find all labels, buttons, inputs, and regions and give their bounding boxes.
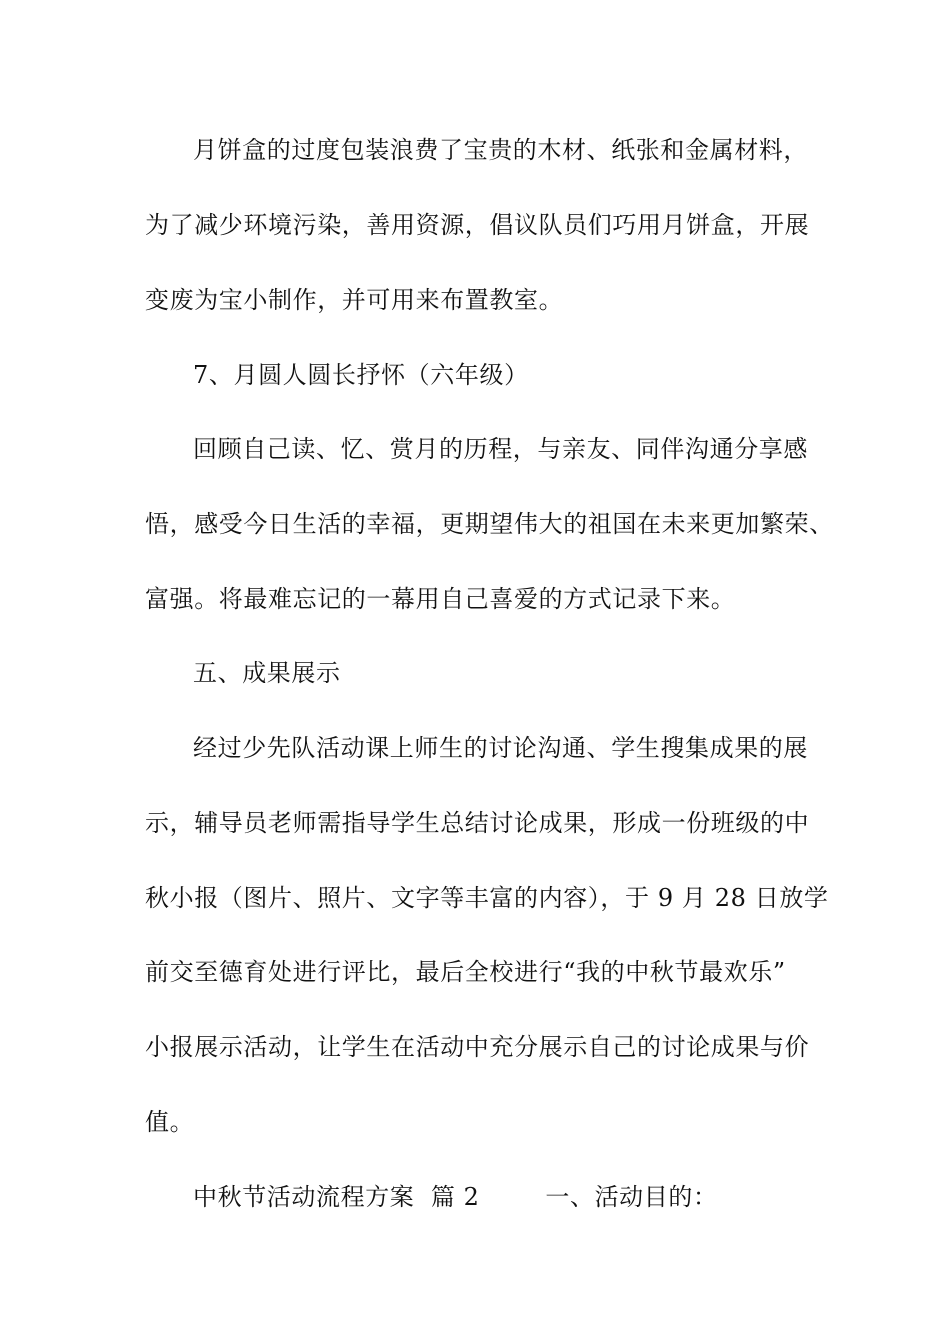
paragraph-line: 值。 [145,1108,195,1136]
paragraph-line: 月饼盒的过度包装浪费了宝贵的木材、纸张和金属材料， [193,136,808,164]
paragraph-line: 前交至德育处进行评比，最后全校进行“我的中秋节最欢乐” [145,958,786,986]
paragraph-line: 富强。将最难忘记的一幕用自己喜爱的方式记录下来。 [145,585,736,613]
paragraph-line: 变废为宝小制作，并可用来布置教室。 [145,286,564,314]
paragraph-line: 秋小报（图片、照片、文字等丰富的内容），于 9 月 28 日放学 [145,884,829,912]
section-heading: 中秋节活动流程方案 篇 2 一、活动目的： [193,1183,718,1211]
section-heading: 五、成果展示 [193,659,341,687]
section-heading: 7、月圆人圆长抒怀（六年级） [193,361,529,389]
paragraph-line: 回顾自己读、忆、赏月的历程，与亲友、同伴沟通分享感 [193,435,808,463]
paragraph-line: 示，辅导员老师需指导学生总结讨论成果，形成一份班级的中 [145,809,810,837]
paragraph-line: 经过少先队活动课上师生的讨论沟通、学生搜集成果的展 [193,734,808,762]
paragraph-line: 悟，感受今日生活的幸福，更期望伟大的祖国在未来更加繁荣、 [145,510,834,538]
paragraph-line: 小报展示活动，让学生在活动中充分展示自己的讨论成果与价 [145,1033,810,1061]
paragraph-line: 为了减少环境污染，善用资源，倡议队员们巧用月饼盒，开展 [145,211,810,239]
